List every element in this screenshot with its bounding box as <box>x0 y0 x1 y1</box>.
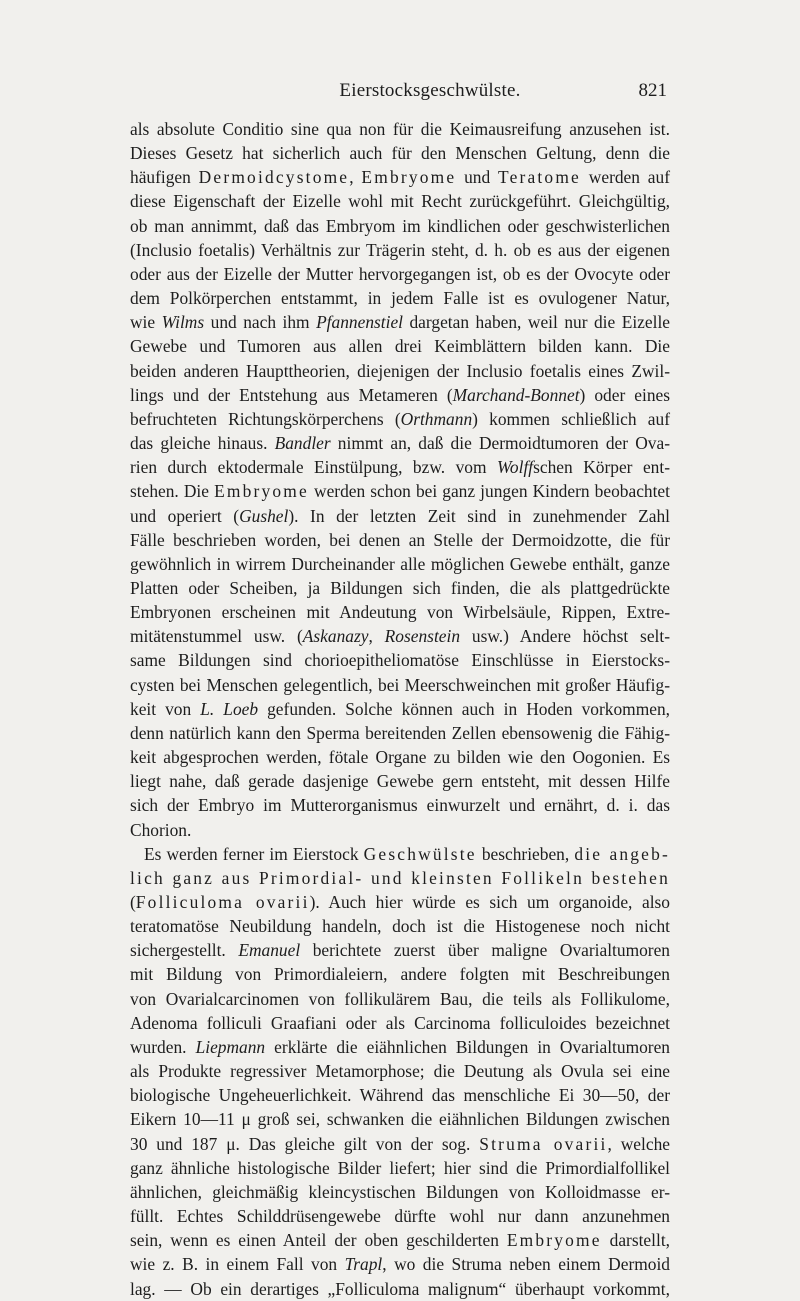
italic-name: Emanuel <box>238 940 301 961</box>
text-line: als absolute Conditio sine qua non für die Keimausreifung anzusehen ist. <box>130 119 670 139</box>
text-line: Fälle beschrieben worden, bei denen an Stelle der Dermoidzotte, die für <box>130 529 670 550</box>
text-line: oder aus der Eizelle der Mutter hervorgegangen ist, ob es der Ovocyte oder <box>130 263 670 284</box>
text-line: sein, wenn es einen Anteil der oben geschilderten Embryome darstellt, <box>130 1230 670 1251</box>
text-line: Platten oder Scheiben, ja Bildungen sich finden, die als plattgedrückte <box>130 577 670 598</box>
text-line: füllt. Echtes Schilddrüsengewebe dürfte wohl nur dann anzunehmen <box>130 1206 670 1227</box>
text-line: biologische Ungeheuerlichkeit. Während das menschliche Ei 30—50, der <box>130 1085 670 1106</box>
text-line: mit Bildung von Primordialeiern, andere folgten mit Beschreibungen <box>130 964 670 985</box>
page-number: 821 <box>638 80 667 101</box>
spaced-emphasis: Embryome <box>214 481 309 502</box>
italic-name: Bandler <box>274 433 331 454</box>
text-line: (Inclusio foetalis) Verhältnis zur Trägerin steht, d. h. ob es aus der eigenen <box>130 239 670 260</box>
text-line: stehen. Die Embryome werden schon bei ganz jungen Kindern beobachtet <box>130 481 670 502</box>
text-line: von Ovarialcarcinomen von follikulärem Bau, die teils als Follikulome, <box>130 988 670 1009</box>
text-line: diese Eigenschaft der Eizelle wohl mit Recht zurückgeführt. Gleichgültig, <box>130 191 670 212</box>
text-line <box>130 866 670 890</box>
text-line: sich der Embryo im Mutterorganismus einwurzelt und ernährt, d. i. das <box>130 795 670 816</box>
text-line: rien durch ektodermale Einstülpung, bzw. vom Wolffschen Körper ent- <box>130 457 670 478</box>
text-line: 30 und 187 μ. Das gleiche gilt von der sog. Struma ovarii, welche <box>130 1133 670 1154</box>
spaced-emphasis: lich ganz aus Primordial- und kleinsten Follikeln bestehen <box>130 867 670 888</box>
text-line: wie Wilms und nach ihm Pfannenstiel dargetan haben, weil nur die Eizelle <box>130 312 670 333</box>
spaced-emphasis: Folliculoma ovarii <box>135 892 310 912</box>
text-line: das gleiche hinaus. Bandler nimmt an, daß die Dermoidtumoren der Ova- <box>130 433 670 454</box>
text-line: lag. — Ob ein derartiges „Folliculoma malignum“ überhaupt vorkommt, <box>130 1278 670 1299</box>
italic-name: Pfannenstiel <box>316 312 403 333</box>
text-line: dem Polkörperchen entstammt, in jedem Falle ist es ovulogener Natur, <box>130 288 670 309</box>
running-title: Eierstocksgeschwülste. <box>339 80 521 101</box>
text-line: wie z. B. in einem Fall von Trapl, wo die Struma neben einem Dermoid <box>130 1254 670 1275</box>
italic-name: Rosenstein <box>384 626 461 647</box>
text-line: Gewebe und Tumoren aus allen drei Keimblättern bilden kann. Die <box>130 336 670 357</box>
text-line: same Bildungen sind chorioepitheliomatöse Einschlüsse in Eierstocks- <box>130 650 670 671</box>
page-header <box>0 80 800 110</box>
italic-name: Liepmann <box>195 1036 266 1057</box>
text-line: Chorion. <box>130 819 192 840</box>
text-line: Eikern 10—11 μ groß sei, schwanken die eiähnlichen Bildungen zwischen <box>130 1109 670 1130</box>
text-line: Es werden ferner im Eierstock Geschwülste beschrieben, die angeb- <box>144 843 670 864</box>
italic-name: Wolff <box>497 457 534 478</box>
text-line: mitätenstummel usw. (Askanazy, Rosenstein usw.) Andere höchst selt- <box>130 626 670 647</box>
text-line: ob man annimmt, daß das Embryom im kindlichen oder geschwisterlichen <box>130 215 670 236</box>
spaced-emphasis: Embryome <box>361 167 457 188</box>
spaced-emphasis: Struma ovarii <box>479 1133 608 1154</box>
text-line: teratomatöse Neubildung handeln, doch ist die Histogenese noch nicht <box>130 916 670 937</box>
italic-name: Askanazy <box>302 626 369 647</box>
spaced-emphasis: Embryome <box>506 1230 602 1251</box>
text-line: sichergestellt. Emanuel berichtete zuerst über maligne Ovarialtumoren <box>130 940 670 961</box>
text-line: keit abgesprochen werden, fötale Organe zu bilden wie den Oogonien. Es <box>130 747 670 768</box>
text-line: ganz ähnliche histologische Bilder liefert; hier sind die Primordialfollikel <box>130 1157 670 1178</box>
text-line: häufigen Dermoidcystome, Embryome und Teratome werden auf <box>130 167 670 188</box>
text-line: keit von L. Loeb gefunden. Solche können auch in Hoden vorkommen, <box>130 698 671 719</box>
text-line: wurden. Liepmann erklärte die eiähnlichen Bildungen in Ovarialtumoren <box>130 1036 670 1057</box>
italic-name: Trapl <box>344 1254 383 1275</box>
text-line: ähnlichen, gleichmäßig kleincystischen Bildungen von Kolloidmasse er- <box>130 1181 670 1202</box>
spaced-emphasis: Geschwülste <box>363 843 477 864</box>
text-line: als Produkte regressiver Metamorphose; die Deutung als Ovula sei eine <box>130 1061 670 1082</box>
italic-name: Wilms <box>161 312 205 333</box>
body-text <box>130 117 670 1301</box>
text-line: beiden anderen Haupttheorien, diejenigen der Inclusio foetalis eines Zwil- <box>130 360 670 381</box>
text-line: gewöhnlich in wirrem Durcheinander alle möglichen Gewebe enthält, ganze <box>130 553 670 574</box>
spaced-emphasis: Teratome <box>497 167 581 188</box>
text-line: Dieses Gesetz hat sicherlich auch für den Menschen Geltung, denn die <box>130 143 670 164</box>
text-line: befruchteten Richtungskörperchens (Orthmann) kommen schließlich auf <box>130 408 670 429</box>
italic-name: Marchand-Bonnet <box>452 384 580 405</box>
text-line: Embryonen erscheinen mit Andeutung von Wirbelsäule, Rippen, Extre- <box>130 602 670 623</box>
text-line: cysten bei Menschen gelegentlich, bei Meerschweinchen mit großer Häufig- <box>130 674 670 695</box>
text-line: liegt nahe, daß gerade dasjenige Gewebe gern entsteht, mit dessen Hilfe <box>130 771 670 792</box>
spaced-emphasis: Dermoidcystome <box>198 167 350 188</box>
italic-name: Orthmann <box>400 408 473 429</box>
text-line: Adenoma folliculi Graafiani oder als Carcinoma folliculoides bezeichnet <box>130 1012 670 1033</box>
text-line: denn natürlich kann den Sperma bereitenden Zellen ebensowenig die Fähig- <box>130 722 670 743</box>
text-line: und operiert (Gushel). In der letzten Zeit sind in zunehmender Zahl <box>130 505 670 526</box>
italic-name: Gushel <box>239 505 289 526</box>
spaced-emphasis: die angeb- <box>574 843 670 864</box>
text-line: lings und der Entstehung aus Metameren (Marchand-Bonnet) oder eines <box>130 384 671 405</box>
italic-name: L. Loeb <box>200 698 259 719</box>
text-line: (Folliculoma ovarii). Auch hier würde es sich um organoide, also <box>130 892 670 912</box>
